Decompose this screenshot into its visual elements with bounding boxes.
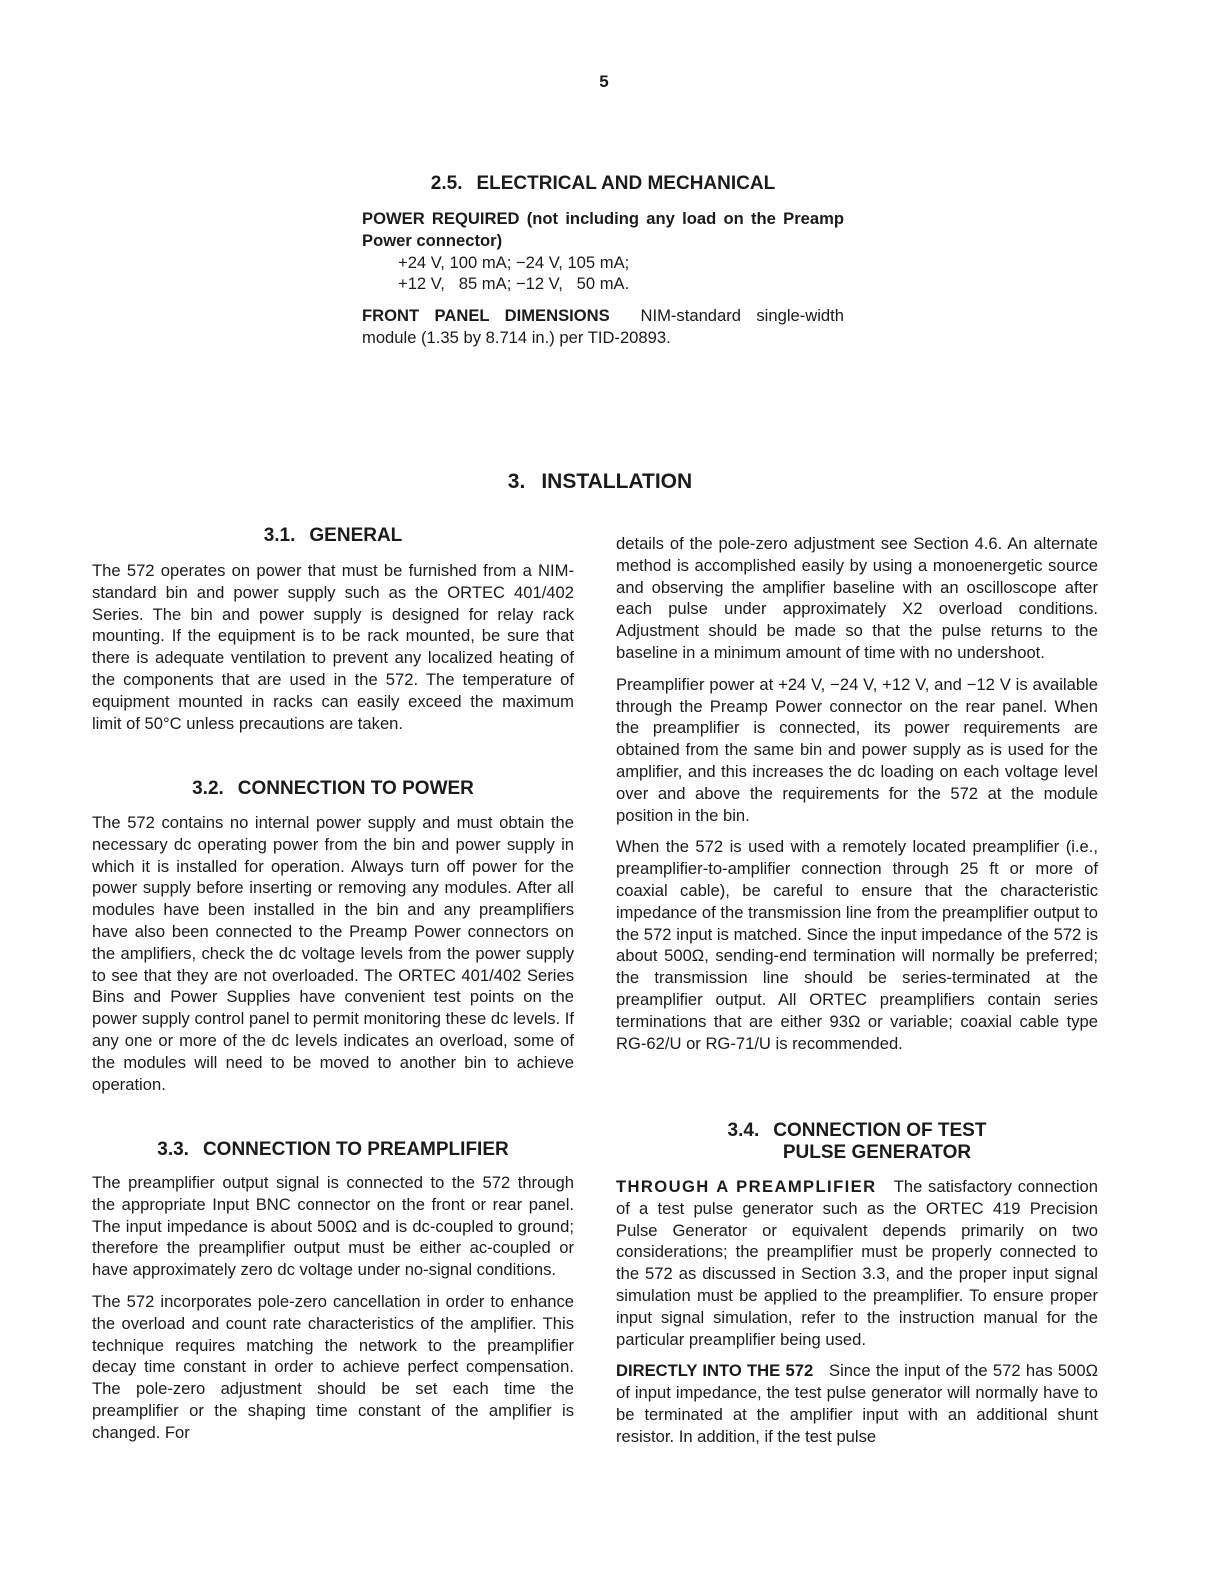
section-3-2-body <box>92 812 574 1105</box>
page-number: 5 <box>599 72 609 91</box>
section-3-1-body <box>92 560 574 744</box>
section-title: CONNECTION TO PREAMPLIFIER <box>202 1139 509 1160</box>
paragraph: details of the pole-zero adjustment see Section 4.6. An alternate method is accomplished easily by using a monoenergetic source and observing the amplifier baseline with an oscilloscope after each pulse under approximately X2 overload conditions. Adjustment should be made so that the pulse returns to the baseline in a minimum amount of time with no undershoot. <box>616 534 1098 662</box>
paragraph: The satisfactory connection of a test pulse generator such as the ORTEC 419 Precision Pulse Generator or equivalent depends primarily on two considerations; the preamplifier must be properly connected to the 572 as discussed in Section 3.3, and the proper input signal simulation must be applied to the preamplifier. To ensure proper input signal simulation, refer to the instruction manual for the particular preamplifier being used. <box>616 1177 1098 1349</box>
paragraph: Since the input of the 572 has 500Ω of input impedance, the test pulse generator will normally have to be terminated at the amplifier input with an additional shunt resistor. In addition, if the test pulse <box>616 1361 1098 1446</box>
power-line-2: +12 V, 85 mA; −12 V, 50 mA. <box>398 274 630 294</box>
section-number: 3.1. <box>263 525 296 546</box>
paragraph: The 572 incorporates pole-zero cancellation in order to enhance the overload and count rate characteristics of the amplifier. This technique requires matching the network to the preamplifier decay time constant in order to achieve perfect compensation. The pole-zero adjustment should be set each time the preamplifier or the shaping time constant of the amplifier is changed. For <box>92 1291 574 1442</box>
section-number: 3.2. <box>192 778 224 799</box>
section-number: 3.4. <box>727 1120 760 1141</box>
section-title: GENERAL <box>309 525 403 546</box>
section-title: ELECTRICAL AND MECHANICAL <box>476 173 776 194</box>
section-title-line-1: CONNECTION OF TEST <box>773 1120 987 1141</box>
paragraph: The preamplifier output signal is connected to the 572 through the appropriate Input BNC connector on the front or rear panel. The input impedance is about 500Ω and is dc-coupled to ground; therefore the preamplifier output must be either ac-coupled or have approximately zero dc voltage under no-signal conditions. <box>92 1173 574 1280</box>
right-column-body <box>616 533 1098 1064</box>
direct-input-label: DIRECTLY INTO THE 572 <box>616 1361 814 1381</box>
power-required-label: POWER REQUIRED (not including any load on the Preamp Power connector) <box>362 209 844 250</box>
section-title-line-2: PULSE GENERATOR <box>782 1142 972 1163</box>
section-3-1-heading <box>92 525 574 547</box>
paragraph: The 572 operates on power that must be furnished from a NIM-standard bin and power supply such as the ORTEC 401/402 Series. The bin and power supply is designed for relay rack mounting. If the equipment is to be rack mounted, be sure that there is adequate ventilation to prevent any localized heating of the components that are used in the 572. The temperature of equipment mounted in racks can easily exceed the maximum limit of 50°C unless precautions are taken. <box>92 561 574 733</box>
paragraph: When the 572 is used with a remotely located preamplifier (i.e., preamplifier-to-amplifier connection through 25 ft or more of coaxial cable), be careful to ensure that the characteristic impedance of the transmission line from the preamplifier output to the 572 input is matched. Since the input impedance of the 572 is about 500Ω, sending-end termination will normally be preferred; the transmission line should be series-terminated at the preamplifier output. All ORTEC preamplifiers contain series terminations that are either 93Ω or variable; coaxial cable type RG-62/U or RG-71/U is recommended. <box>616 837 1098 1053</box>
dimensions-text: NIM-standard single-width module (1.35 by 8.714 in.) per TID-20893. <box>362 306 844 347</box>
section-3-4-heading <box>616 1120 1098 1164</box>
paragraph: The 572 contains no internal power supply and must obtain the necessary dc operating power from the bin and power supply in which it is installed for operation. Always turn off power for the power supply before inserting or removing any modules. After all modules have been installed in the bin and any preamplifiers have also been connected to the Preamp Power connectors on the amplifiers, check the dc voltage levels from the power supply to see that they are not overloaded. The ORTEC 401/402 Series Bins and Power Supplies have convenient test points on the power supply control panel to permit monitoring these dc levels. If any one or more of the dc levels indicates an overload, some of the modules will need to be moved to another bin to achieve operation. <box>92 813 574 1094</box>
chapter-title: INSTALLATION <box>541 470 693 493</box>
section-3-4-body <box>616 1176 1098 1458</box>
section-title: CONNECTION TO POWER <box>237 778 474 799</box>
section-3-3-body <box>92 1172 574 1454</box>
power-line-1: +24 V, 100 mA; −24 V, 105 mA; <box>398 252 630 272</box>
section-3-2-heading <box>92 778 574 800</box>
chapter-number: 3. <box>507 470 526 493</box>
section-2-5-heading <box>362 173 844 195</box>
through-preamp-label: THROUGH A PREAMPLIFIER <box>616 1177 877 1196</box>
installation-heading <box>300 470 900 494</box>
section-number: 3.3. <box>157 1139 189 1160</box>
dimensions-label: FRONT PANEL DIMENSIONS <box>362 306 610 326</box>
electrical-spec-block <box>362 208 844 359</box>
paragraph: Preamplifier power at +24 V, −24 V, +12 V, and −12 V is available through the Preamp Power connector on the rear panel. When the preamplifier is connected, its power requirements are obtained from the same bin and power supply as is used for the amplifier, and this increases the dc loading on each voltage level over and above the requirements for the 572 at the module position in the bin. <box>616 674 1098 825</box>
section-3-3-heading <box>92 1139 574 1161</box>
section-number: 2.5. <box>430 173 463 194</box>
